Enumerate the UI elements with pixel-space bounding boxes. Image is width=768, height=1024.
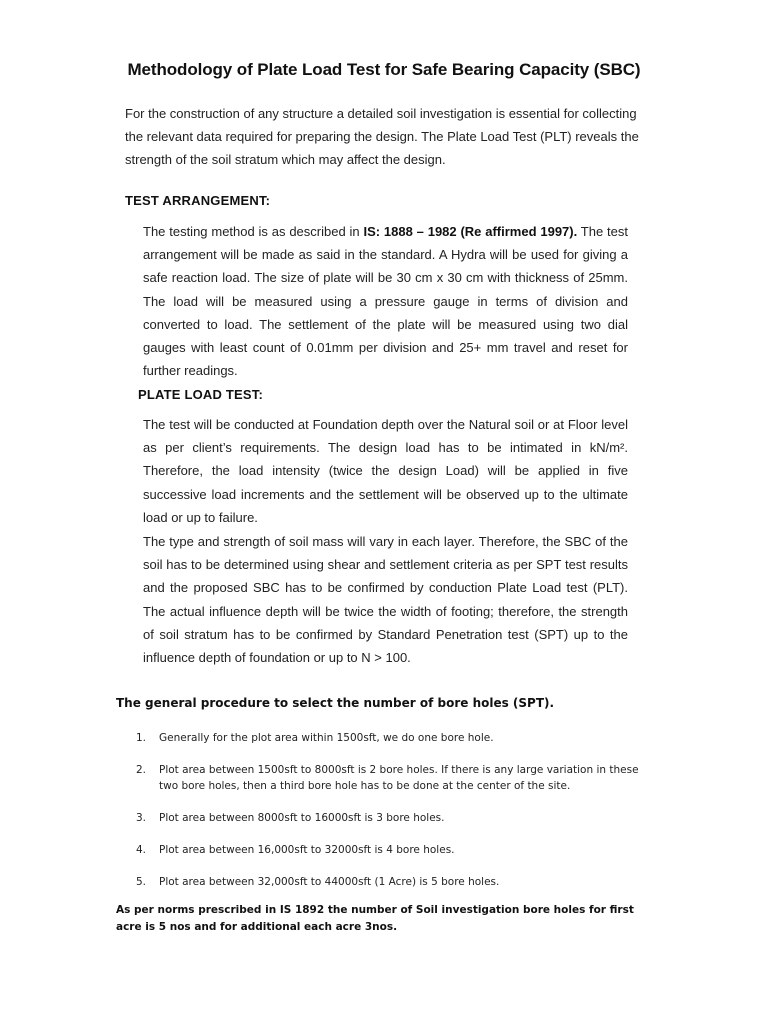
test-arrangement-heading: TEST ARRANGEMENT:	[125, 193, 271, 208]
test-arrangement-paragraph	[143, 220, 628, 382]
plate-load-test-paragraph-1: The test will be conducted at Foundation depth over the Natural soil or at Floor level as per client’s requirements. The design load has to be intimated in kN/m². Therefore, the load intensity (twice the design Load) will be applied in five successive load increments and the settlement will be observed up to the ultimate load or up to failure.	[143, 417, 628, 525]
document-title: Methodology of Plate Load Test for Safe Bearing Capacity (SBC)	[127, 60, 641, 79]
list-item-number: 1.	[136, 732, 147, 744]
list-item-text: Plot area between 16,000sft to 32000sft is 4 bore holes.	[159, 844, 455, 856]
list-item-number: 5.	[136, 876, 147, 888]
list-item	[136, 810, 648, 826]
plate-load-test-paragraph-2: The type and strength of soil mass will vary in each layer. Therefore, the SBC of the soil has to be determined using shear and settlement criteria as per SPT test results and the proposed SBC has to be confirmed by conduction Plate Load test (PLT). The actual influence depth will be twice the width of footing; therefore, the strength of soil stratum has to be confirmed by Standard Penetration test (SPT) up to the influence depth of foundation or up to N > 100.	[143, 534, 628, 666]
intro-paragraph: For the construction of any structure a detailed soil investigation is essential for collecting the relevant data required for preparing the design. The Plate Load Test (PLT) reveals the strength of the soil stratum which may affect the design.	[125, 106, 639, 168]
test-arrangement-text-end: The test arrangement will be made as said in the standard. A Hydra will be used for giving a safe reaction load. The size of plate will be 30 cm x 30 cm with thickness of 25mm. The load will be measured using a pressure gauge in terms of division and converted to load. The settlement of the plate will be measured using two dial gauges with least count of 0.01mm per division and 25+ mm travel and reset for further readings.	[143, 224, 628, 379]
list-item	[136, 874, 648, 890]
list-item	[136, 762, 648, 794]
list-item-number: 3.	[136, 812, 147, 824]
bore-hole-list	[136, 730, 648, 890]
list-item-text: Generally for the plot area within 1500sft, we do one bore hole.	[159, 732, 494, 744]
list-item	[136, 730, 648, 746]
procedure-heading: The general procedure to select the number of bore holes (SPT).	[116, 696, 555, 710]
list-item-number: 2.	[136, 764, 147, 776]
list-item-text: Plot area between 1500sft to 8000sft is 2 bore holes. If there is any large variation in these two bore holes, then a third bore hole has to be done at the center of the site.	[159, 764, 639, 792]
plate-load-test-heading: PLATE LOAD TEST:	[138, 387, 264, 402]
norms-note: As per norms prescribed in IS 1892 the number of Soil investigation bore holes for first acre is 5 nos and for additional each acre 3nos.	[116, 904, 634, 933]
standard-reference: IS: 1888 – 1982 (Re affirmed 1997).	[363, 224, 578, 239]
test-arrangement-text-start: The testing method is as described in	[143, 224, 364, 239]
list-item-text: Plot area between 8000sft to 16000sft is 3 bore holes.	[159, 812, 445, 824]
list-item-number: 4.	[136, 844, 147, 856]
list-item-text: Plot area between 32,000sft to 44000sft (1 Acre) is 5 bore holes.	[159, 876, 500, 888]
list-item	[136, 842, 648, 858]
